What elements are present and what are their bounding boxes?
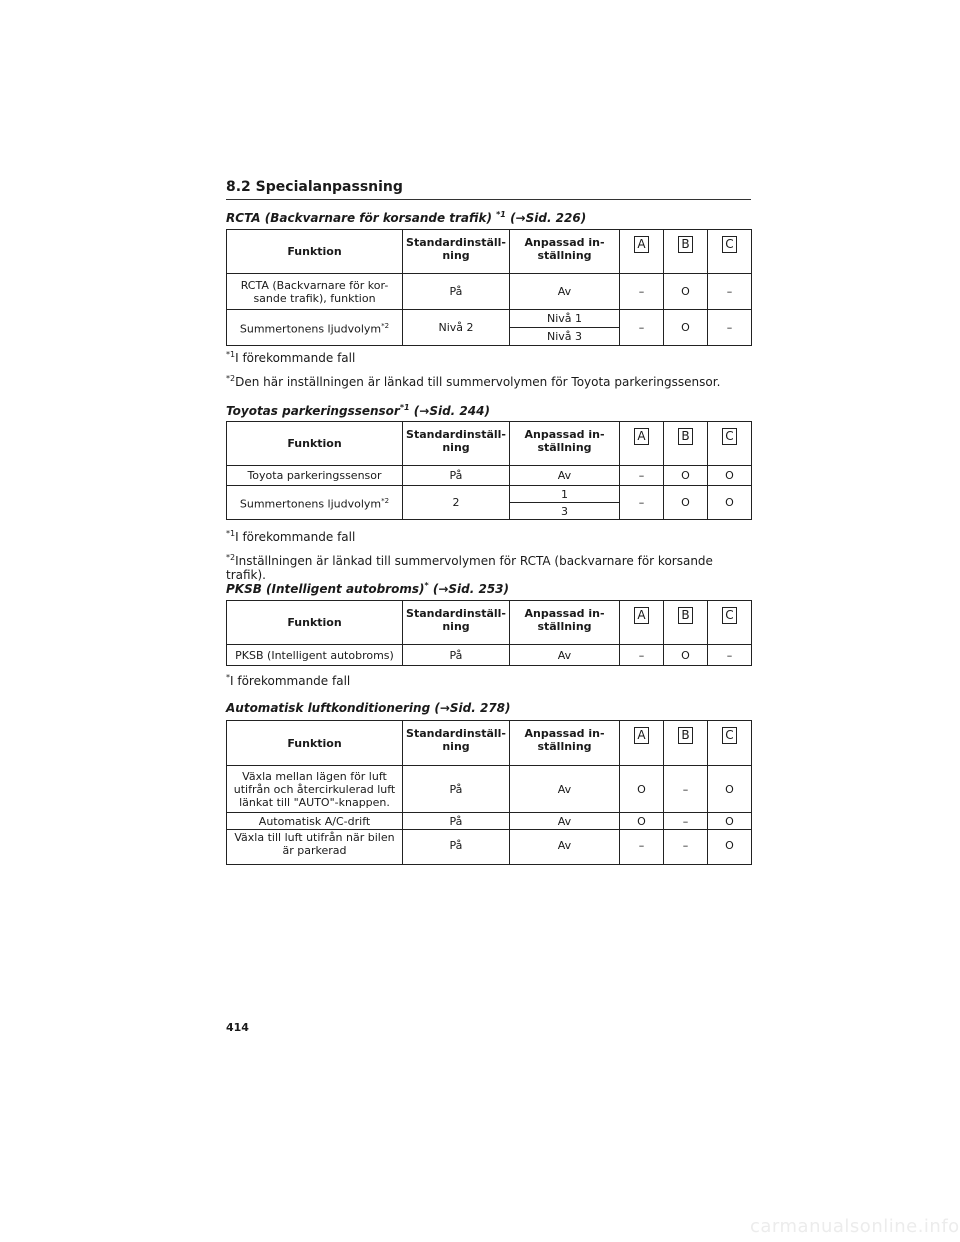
cell-anpassad-1: Nivå 1	[510, 310, 620, 328]
pksb-footnote-1: *I förekommande fall	[226, 673, 351, 688]
table-row	[227, 310, 752, 328]
table-row	[227, 486, 752, 503]
table-row	[227, 645, 752, 666]
header-c: C	[708, 422, 752, 466]
pksb-table	[226, 600, 752, 666]
header-c: C	[708, 601, 752, 645]
cell-anpassad: Av	[510, 813, 620, 830]
cell-a: O	[620, 766, 664, 813]
cell-b: O	[664, 645, 708, 666]
rcta-footnote-1: $^{*1}$I förekommande fall	[226, 350, 356, 365]
cell-b: –	[664, 766, 708, 813]
pksb-heading: PKSB (Intelligent autobroms)* (→Sid. 253)	[226, 581, 509, 596]
header-b: B	[664, 422, 708, 466]
cell-funktion: Summertonens ljudvolym$^{*2}$	[227, 486, 403, 520]
cell-standard: På	[403, 466, 510, 486]
parking-footnote-2: $^{*2}$Inställningen är länkad till summervolymen för RCTA (backvarnare för korsande trafik).	[226, 553, 713, 582]
cell-a: –	[620, 274, 664, 310]
table-row	[227, 830, 752, 865]
cell-c: O	[708, 830, 752, 865]
cell-standard: På	[403, 645, 510, 666]
cell-a: –	[620, 830, 664, 865]
cell-a: –	[620, 310, 664, 346]
cell-anpassad: Av	[510, 645, 620, 666]
cell-b: –	[664, 813, 708, 830]
header-c: C	[708, 721, 752, 766]
header-b: B	[664, 601, 708, 645]
header-anpassad: Anpassad in- ställning	[510, 230, 620, 274]
header-funktion: Funktion	[227, 721, 403, 766]
table-row	[227, 274, 752, 310]
cell-anpassad-2: 3	[510, 503, 620, 520]
header-a: A	[620, 601, 664, 645]
header-funktion: Funktion	[227, 422, 403, 466]
cell-standard: På	[403, 830, 510, 865]
header-standard: Standardinställ- ning	[403, 721, 510, 766]
table-row	[227, 466, 752, 486]
cell-anpassad-1: 1	[510, 486, 620, 503]
cell-standard: På	[403, 766, 510, 813]
table-row	[227, 766, 752, 813]
cell-funktion: RCTA (Backvarnare för kor- sande trafik), funktion	[227, 274, 403, 310]
watermark: carmanualsonline.info	[750, 1216, 960, 1237]
cell-c: –	[708, 310, 752, 346]
cell-a: –	[620, 466, 664, 486]
page-number: 414	[226, 1021, 249, 1034]
header-anpassad: Anpassad in- ställning	[510, 601, 620, 645]
cell-b: O	[664, 310, 708, 346]
cell-a: O	[620, 813, 664, 830]
header-standard: Standardinställ- ning	[403, 601, 510, 645]
header-funktion: Funktion	[227, 230, 403, 274]
cell-c: O	[708, 466, 752, 486]
cell-funktion: PKSB (Intelligent autobroms)	[227, 645, 403, 666]
cell-c: O	[708, 486, 752, 520]
cell-standard: På	[403, 813, 510, 830]
rcta-table	[226, 229, 752, 346]
cell-anpassad: Av	[510, 274, 620, 310]
cell-b: –	[664, 830, 708, 865]
parking-table	[226, 421, 752, 520]
cell-funktion: Växla mellan lägen för luft utifrån och återcirkulerad luft länkat till "AUTO"-knappen.	[227, 766, 403, 813]
header-a: A	[620, 422, 664, 466]
cell-b: O	[664, 274, 708, 310]
cell-anpassad: Av	[510, 766, 620, 813]
header-a: A	[620, 230, 664, 274]
ac-heading: Automatisk luftkonditionering (→Sid. 278)	[226, 701, 511, 715]
cell-funktion: Automatisk A/C-drift	[227, 813, 403, 830]
cell-a: –	[620, 645, 664, 666]
header-anpassad: Anpassad in- ställning	[510, 422, 620, 466]
cell-funktion: Summertonens ljudvolym$^{*2}$	[227, 310, 403, 346]
parking-heading: Toyotas parkeringssensor$^{*1}$ (→Sid. 244)	[226, 403, 490, 418]
cell-anpassad: Av	[510, 466, 620, 486]
cell-funktion: Toyota parkeringssensor	[227, 466, 403, 486]
cell-a: –	[620, 486, 664, 520]
header-standard: Standardinställ- ning	[403, 422, 510, 466]
cell-anpassad: Av	[510, 830, 620, 865]
cell-c: –	[708, 645, 752, 666]
header-anpassad: Anpassad in- ställning	[510, 721, 620, 766]
cell-funktion: Växla till luft utifrån när bilen är parkerad	[227, 830, 403, 865]
ac-table	[226, 720, 752, 865]
parking-footnote-1: $^{*1}$I förekommande fall	[226, 529, 356, 544]
header-c: C	[708, 230, 752, 274]
rcta-footnote-2: $^{*2}$Den här inställningen är länkad till summervolymen för Toyota parkeringssensor.	[226, 374, 721, 389]
cell-b: O	[664, 486, 708, 520]
header-a: A	[620, 721, 664, 766]
cell-anpassad-2: Nivå 3	[510, 328, 620, 346]
header-b: B	[664, 230, 708, 274]
cell-c: –	[708, 274, 752, 310]
cell-standard: På	[403, 274, 510, 310]
cell-standard: Nivå 2	[403, 310, 510, 346]
header-b: B	[664, 721, 708, 766]
table-row	[227, 813, 752, 830]
rcta-heading: RCTA (Backvarnare för korsande trafik) $^{*1}$ (→Sid. 226)	[226, 210, 587, 225]
cell-c: O	[708, 766, 752, 813]
header-standard: Standardinställ- ning	[403, 230, 510, 274]
cell-standard: 2	[403, 486, 510, 520]
section-title: 8.2 Specialanpassning	[226, 179, 751, 200]
header-funktion: Funktion	[227, 601, 403, 645]
cell-c: O	[708, 813, 752, 830]
cell-b: O	[664, 466, 708, 486]
